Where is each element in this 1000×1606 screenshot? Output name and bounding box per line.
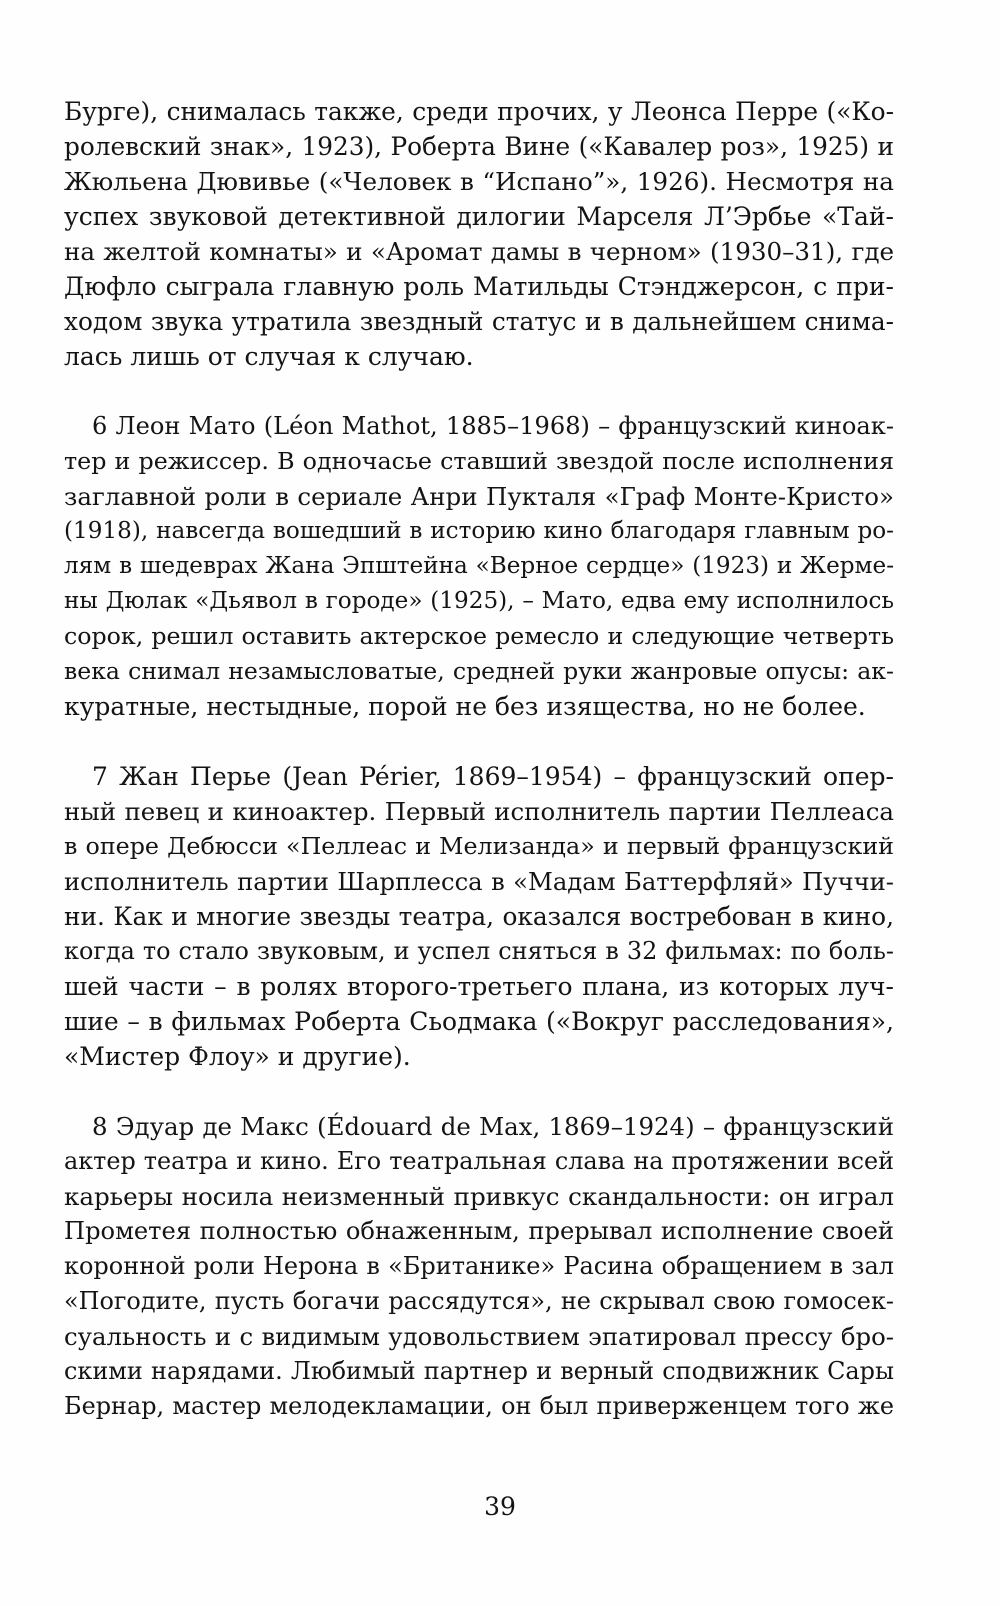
text-line: актер театра и кино. Его театральная слава на протяжении всей [64, 1147, 894, 1175]
text-line: скими нарядами. Любимый партнер и верный сподвижник Сары [64, 1357, 894, 1385]
text-line: в опере Дебюсси «Пеллеас и Мелизанда» и первый французский [64, 832, 894, 860]
text-line: сорок, решил оставить актерское ремесло и следующие четверть [64, 622, 894, 650]
text-line: исполнитель партии Шарплесса в «Мадам Баттерфляй» Пуччи- [64, 867, 894, 896]
text-line: Бернар, мастер мелодекламации, он был приверженцем того же [64, 1392, 894, 1420]
text-line: ходом звука утратила звездный статус и в дальнейшем снима- [64, 307, 894, 336]
text-line: 7 Жан Перье (Jean Périer, 1869–1954) – французский опер- [92, 762, 894, 791]
text-line: века снимал незамысловатые, средней руки жанровые опусы: ак- [64, 657, 894, 685]
page-number: 39 [484, 1492, 516, 1521]
text-line: (1918), навсегда вошедший в историю кино благодаря главным ро- [64, 518, 894, 544]
text-line: на желтой комнаты» и «Аромат дамы в черном» (1930–31), где [64, 237, 894, 266]
text-line: карьеры носила неизменный привкус скандальности: он играл [64, 1182, 894, 1211]
text-line: ный певец и киноактер. Первый исполнитель партии Пеллеаса [64, 797, 894, 826]
text-line: Жюльена Дювивье («Человек в “Испано”», 1926). Несмотря на [64, 167, 894, 196]
text-line: ны Дюлак «Дьявол в городе» (1925), – Мато, едва ему исполнилось [64, 588, 894, 614]
text-line: когда то стало звуковым, и успел сняться в 32 фильмах: по боль- [64, 937, 894, 965]
text-line: ни. Как и многие звезды театра, оказался востребован в кино, [64, 902, 894, 931]
text-line: шей части – в ролях второго-третьего плана, из которых луч- [64, 972, 894, 1001]
text-line: коронной роли Нерона в «Британике» Расина обращением в зал [64, 1252, 894, 1280]
text-line: Прометея полностью обнаженным, прерывал исполнение своей [64, 1217, 894, 1245]
text-line: Дюфло сыграла главную роль Матильды Стэнджерсон, с при- [64, 272, 894, 301]
text-line: суальность и с видимым удовольствием эпатировал прессу бро- [64, 1322, 894, 1351]
text-line: 8 Эдуар де Макс (Édouard de Max, 1869–1924) – французский [92, 1112, 894, 1141]
text-line: тер и режиссер. В одночасье ставший звездой после исполнения [64, 447, 894, 475]
text-line: лась лишь от случая к случаю. [64, 342, 474, 371]
text-line: «Погодите, пусть богачи рассядутся», не скрывал свою гомосек- [64, 1287, 894, 1315]
text-line: «Мистер Флоу» и другие). [64, 1042, 411, 1071]
text-line: успех звуковой детективной дилогии Марселя Л’Эрбье «Тай- [64, 202, 894, 231]
text-line: куратные, нестыдные, порой не без изящества, но не более. [64, 692, 866, 721]
text-line: заглавной роли в сериале Анри Пукталя «Граф Монте-Кристо» [64, 482, 894, 511]
text-line: лям в шедеврах Жана Эпштейна «Верное сердце» (1923) и Жерме- [64, 553, 894, 579]
text-line: 6 Леон Мато (Léon Mathot, 1885–1968) – французский киноак- [92, 412, 894, 440]
text-line: ролевский знак», 1923), Роберта Вине («Кавалер роз», 1925) и [64, 132, 894, 161]
text-line: шие – в фильмах Роберта Сьодмака («Вокруг расследования», [64, 1007, 894, 1036]
text-line: Бурге), снималась также, среди прочих, у Леонса Перре («Ко- [64, 97, 894, 126]
